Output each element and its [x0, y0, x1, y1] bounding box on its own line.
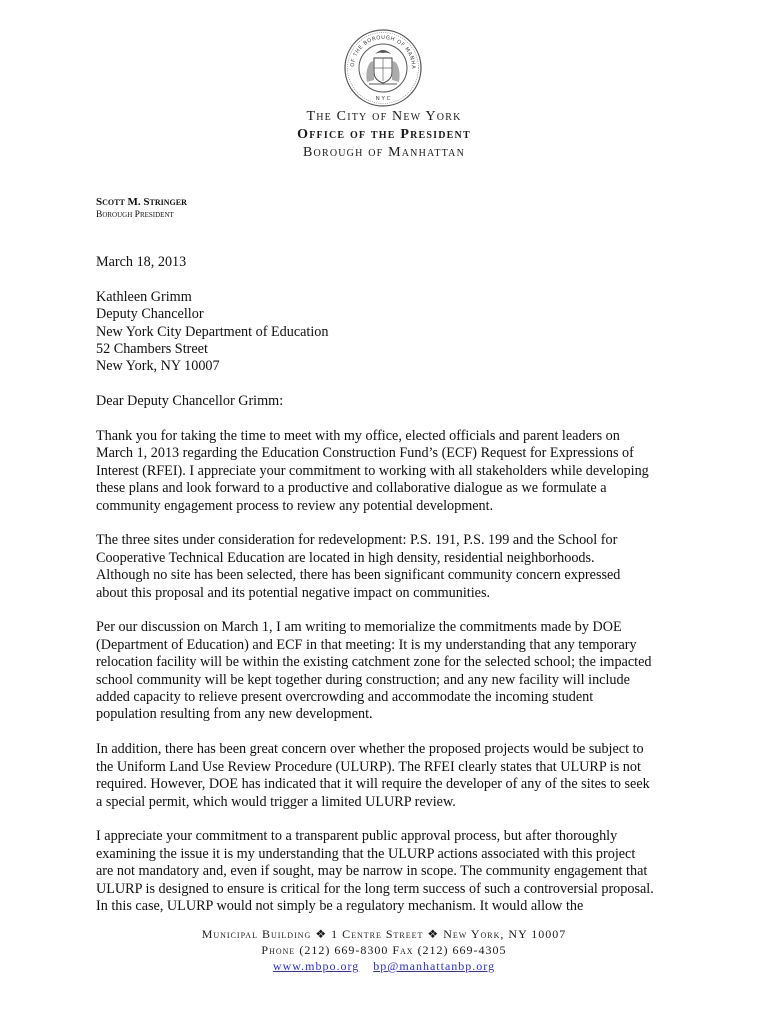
footer-phone-label: Phone: [261, 943, 296, 957]
sender-title: Borough President: [96, 210, 174, 220]
footer-separator: ❖: [315, 927, 328, 941]
footer-address-line: [0, 926, 768, 942]
website-link[interactable]: www.mbpo.org: [272, 959, 360, 973]
paragraph: The three sites under consideration for redevelopment: P.S. 191, P.S. 199 and the School for Cooperative Technical Education are located in high density, residential neighborhoods. Although no site has been selected, there has been significant community concern expressed about this proposal and its potential negative impact on communities.: [96, 532, 621, 601]
letter-date: March 18, 2013: [96, 254, 187, 270]
letter-body: [96, 254, 696, 933]
footer-fax-label: Fax: [392, 943, 414, 957]
paragraph: Thank you for taking the time to meet with my office, elected officials and parent leaders on March 1, 2013 regarding the Education Construction Fund’s (ECF) Request for Expressions of Interest (RFEI). I appreciate your commitment to working with all stakeholders while developing these plans and look forward to a productive and collaborative dialogue as we formulate a community engagement process to review any potential development.: [96, 428, 649, 514]
footer-contact-line: [0, 942, 768, 958]
letterhead-borough: Borough of Manhattan: [303, 145, 465, 160]
borough-seal: [343, 28, 423, 108]
salutation: Dear Deputy Chancellor Grimm:: [96, 393, 284, 410]
letter-footer: [0, 926, 768, 974]
email-link[interactable]: bp@manhattanbp.org: [373, 959, 496, 973]
letterhead-office: Office of the President: [297, 127, 471, 142]
recipient-address: [96, 289, 696, 376]
recipient-title: Deputy Chancellor: [96, 306, 204, 323]
footer-fax: (212) 669-4305: [417, 943, 507, 957]
paragraph: In addition, there has been great concern over whether the proposed projects would be subject to the Uniform Land Use Review Procedure (ULURP). The RFEI clearly states that ULURP is not required. However, DOE has indicated that it will require the developer of any of the sites to seek a special permit, which would trigger a limited ULURP review.: [96, 741, 650, 810]
svg-text:N Y C: N Y C: [375, 96, 391, 102]
sender-name: Scott M. Stringer: [96, 196, 187, 208]
footer-links: [0, 958, 768, 974]
svg-text:SEAL OF THE BOROUGH OF MANHATT: OF THE BOROUGH OF MANHA: [349, 34, 417, 70]
recipient-organization: New York City Department of Education: [96, 323, 329, 340]
recipient-name: Kathleen Grimm: [96, 288, 192, 305]
paragraph: I appreciate your commitment to a transparent public approval process, but after thoroughly examining the issue it is my understanding that the ULURP actions associated with this project are not mandatory and, even if sought, may be narrow in scope. The community engagement that ULURP is designed to ensure is critical for the long term success of such a controversial proposal. In this case, ULURP would not simply be a regulatory mechanism. It would allow the: [96, 828, 654, 914]
recipient-street: 52 Chambers Street: [96, 341, 208, 358]
sender-block: [96, 196, 187, 222]
footer-separator: ❖: [427, 927, 440, 941]
recipient-city: New York, NY 10007: [96, 358, 220, 375]
footer-street: 1 Centre Street: [331, 927, 424, 941]
seal-emblem-icon: [343, 28, 423, 108]
footer-city: New York, NY 10007: [443, 927, 567, 941]
paragraph: Per our discussion on March 1, I am writing to memorialize the commitments made by DOE (Department of Education) and ECF in that meeting: It is my understanding that any temporary relocation facility will be within the existing catchment zone for the selected school; the impacted school community will be kept together during construction; and any new facility will include added capacity to relieve present overcrowding and accommodate the incoming student population resulting from any new development.: [96, 619, 652, 723]
footer-phone: (212) 669-8300: [299, 943, 389, 957]
footer-building: Municipal Building: [201, 927, 312, 941]
letterhead-city: The City of New York: [306, 109, 462, 124]
letterhead: [0, 108, 768, 162]
